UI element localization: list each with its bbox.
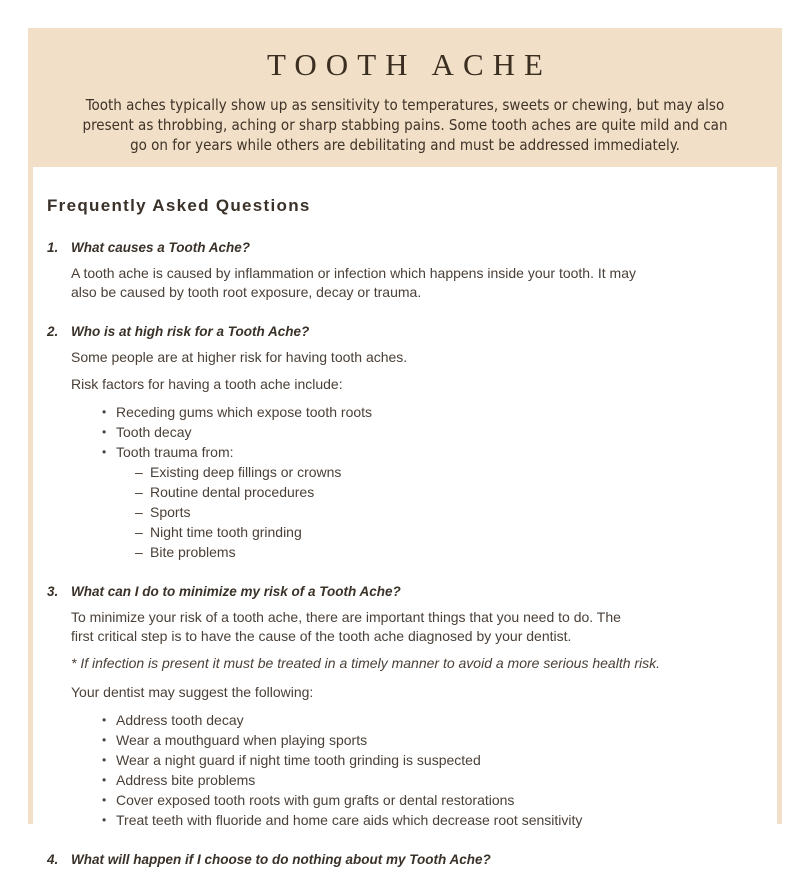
list-item (102, 730, 767, 750)
list-item (102, 770, 767, 790)
list-item-label: • Cover exposed tooth roots with gum grafts or dental restorations (116, 792, 514, 808)
faq-answer (71, 608, 767, 830)
faq-question-number: 1. (47, 240, 59, 255)
list-item-label: • Address bite problems (116, 772, 255, 788)
list-item (102, 710, 767, 730)
list-item-label: – Bite problems (150, 544, 236, 560)
page-subtitle: Tooth aches typically show up as sensitivity to temperatures, sweets or chewing, but may also present as throbbing, aching or sharp stabbing pains. Some tooth aches are quite mild and can go on for years while others are debilitating and must be addressed immediately. (82, 96, 728, 155)
faq-item-1 (47, 240, 767, 302)
header-band (28, 28, 782, 167)
list-item-label: • Address tooth decay (116, 712, 244, 728)
left-accent-rail (28, 167, 33, 824)
list-item (135, 502, 767, 522)
list-item (102, 422, 767, 442)
faq-question-row (47, 852, 767, 867)
list-item-label: – Night time tooth grinding (150, 524, 302, 540)
list-item-label: • Tooth decay (116, 424, 192, 440)
faq-question-row (47, 324, 767, 339)
list-item-label: • Tooth trauma from: (116, 444, 234, 460)
list-item (102, 790, 767, 810)
list-item-label: • Wear a night guard if night time tooth grinding is suspected (116, 752, 481, 768)
list-item (102, 750, 767, 770)
risk-factor-list (71, 402, 767, 562)
faq-question-text: What can I do to minimize my risk of a Tooth Ache? (71, 584, 401, 599)
list-item (135, 542, 767, 562)
list-item-label: – Existing deep fillings or crowns (150, 464, 341, 480)
faq-answer (71, 348, 767, 562)
faq-paragraph: Your dentist may suggest the following: (71, 684, 314, 700)
list-item-label: • Treat teeth with fluoride and home care aids which decrease root sensitivity (116, 812, 582, 828)
faq-question-number: 2. (47, 324, 59, 339)
faq-paragraph: A tooth ache is caused by inflammation or infection which happens inside your tooth. It may also be caused by tooth root exposure, decay or trauma. (71, 265, 636, 300)
faq-item-2 (47, 324, 767, 562)
list-item (102, 810, 767, 830)
faq-content (47, 196, 767, 876)
list-item (135, 522, 767, 542)
faq-section-heading: Frequently Asked Questions (47, 196, 311, 215)
list-item (102, 402, 767, 422)
faq-question-text: Who is at high risk for a Tooth Ache? (71, 324, 310, 339)
list-item (102, 442, 767, 562)
faq-question-text: What causes a Tooth Ache? (71, 240, 251, 255)
list-item (135, 462, 767, 482)
list-item-label: • Wear a mouthguard when playing sports (116, 732, 367, 748)
page-title: TOOTH ACHE (267, 47, 552, 82)
faq-paragraph: Some people are at higher risk for having tooth aches. (71, 349, 408, 365)
faq-note: * If infection is present it must be treated in a timely manner to avoid a more serious health risk. (71, 655, 661, 671)
faq-paragraph: To minimize your risk of a tooth ache, there are important things that you need to do. The first critical step is to have the cause of the tooth ache diagnosed by your dentist. (71, 609, 621, 644)
faq-question-number: 4. (47, 852, 59, 867)
faq-answer (71, 264, 767, 302)
list-item-label: – Sports (150, 504, 190, 520)
right-accent-rail (777, 167, 782, 824)
faq-paragraph: Risk factors for having a tooth ache include: (71, 376, 343, 392)
faq-question-number: 3. (47, 584, 59, 599)
faq-question-row (47, 240, 767, 255)
list-item-label: – Routine dental procedures (150, 484, 314, 500)
trauma-source-list (116, 462, 767, 562)
faq-item-4 (47, 852, 767, 867)
list-item (135, 482, 767, 502)
list-item-label: • Receding gums which expose tooth roots (116, 404, 372, 420)
prevention-list (71, 710, 767, 830)
faq-question-text: What will happen if I choose to do nothing about my Tooth Ache? (71, 852, 491, 867)
faq-question-row (47, 584, 767, 599)
faq-item-3 (47, 584, 767, 830)
